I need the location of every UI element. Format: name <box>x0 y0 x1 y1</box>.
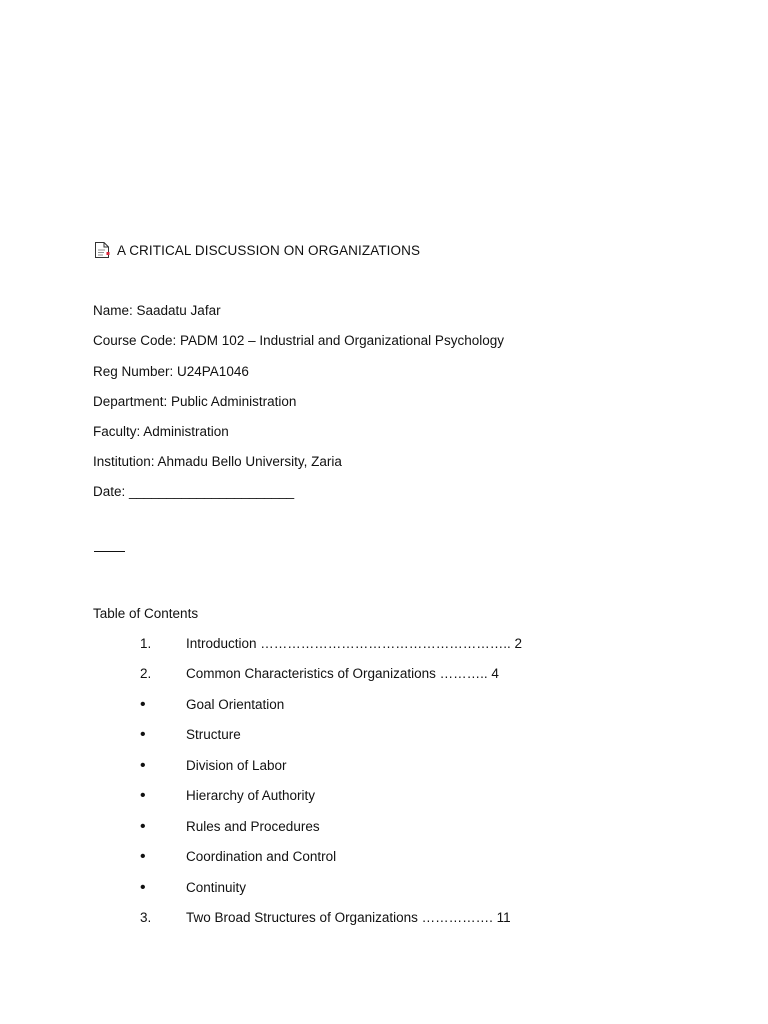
toc-marker: 3. <box>140 910 152 925</box>
institution-line: Institution: Ahmadu Bello University, Zaria <box>93 454 342 469</box>
bullet-marker: • <box>140 848 146 865</box>
toc-marker: 1. <box>140 636 152 651</box>
document-title <box>93 240 420 260</box>
toc-text: Structure <box>186 727 241 742</box>
course-code-line: Course Code: PADM 102 – Industrial and Organizational Psychology <box>93 333 504 348</box>
name-line: Name: Saadatu Jafar <box>93 303 221 318</box>
toc-text: Goal Orientation <box>186 697 285 712</box>
reg-number-line: Reg Number: U24PA1046 <box>93 364 249 379</box>
toc-text: Hierarchy of Authority <box>186 788 316 803</box>
document-icon <box>93 241 111 259</box>
horizontal-rule <box>94 551 125 552</box>
toc-text: Common Characteristics of Organizations ……….. 4 <box>186 666 499 681</box>
toc-text: Rules and Procedures <box>186 819 320 834</box>
bullet-marker: • <box>140 787 146 804</box>
toc-text: Introduction ……………………………………………….. 2 <box>186 636 523 651</box>
toc-text: Coordination and Control <box>186 849 337 864</box>
department-line: Department: Public Administration <box>93 394 297 409</box>
toc-text: Division of Labor <box>186 758 287 773</box>
toc-text: Continuity <box>186 880 247 895</box>
bullet-marker: • <box>140 726 146 743</box>
date-line: Date: ______________________ <box>93 484 295 499</box>
bullet-marker: • <box>140 879 146 896</box>
title-text: A CRITICAL DISCUSSION ON ORGANIZATIONS <box>117 242 421 258</box>
faculty-line: Faculty: Administration <box>93 424 229 439</box>
toc-heading: Table of Contents <box>93 606 199 621</box>
toc-marker: 2. <box>140 666 152 681</box>
bullet-marker: • <box>140 757 146 774</box>
bullet-marker: • <box>140 818 146 835</box>
bullet-marker: • <box>140 696 146 713</box>
toc-text: Two Broad Structures of Organizations ……………. 11 <box>186 910 511 925</box>
